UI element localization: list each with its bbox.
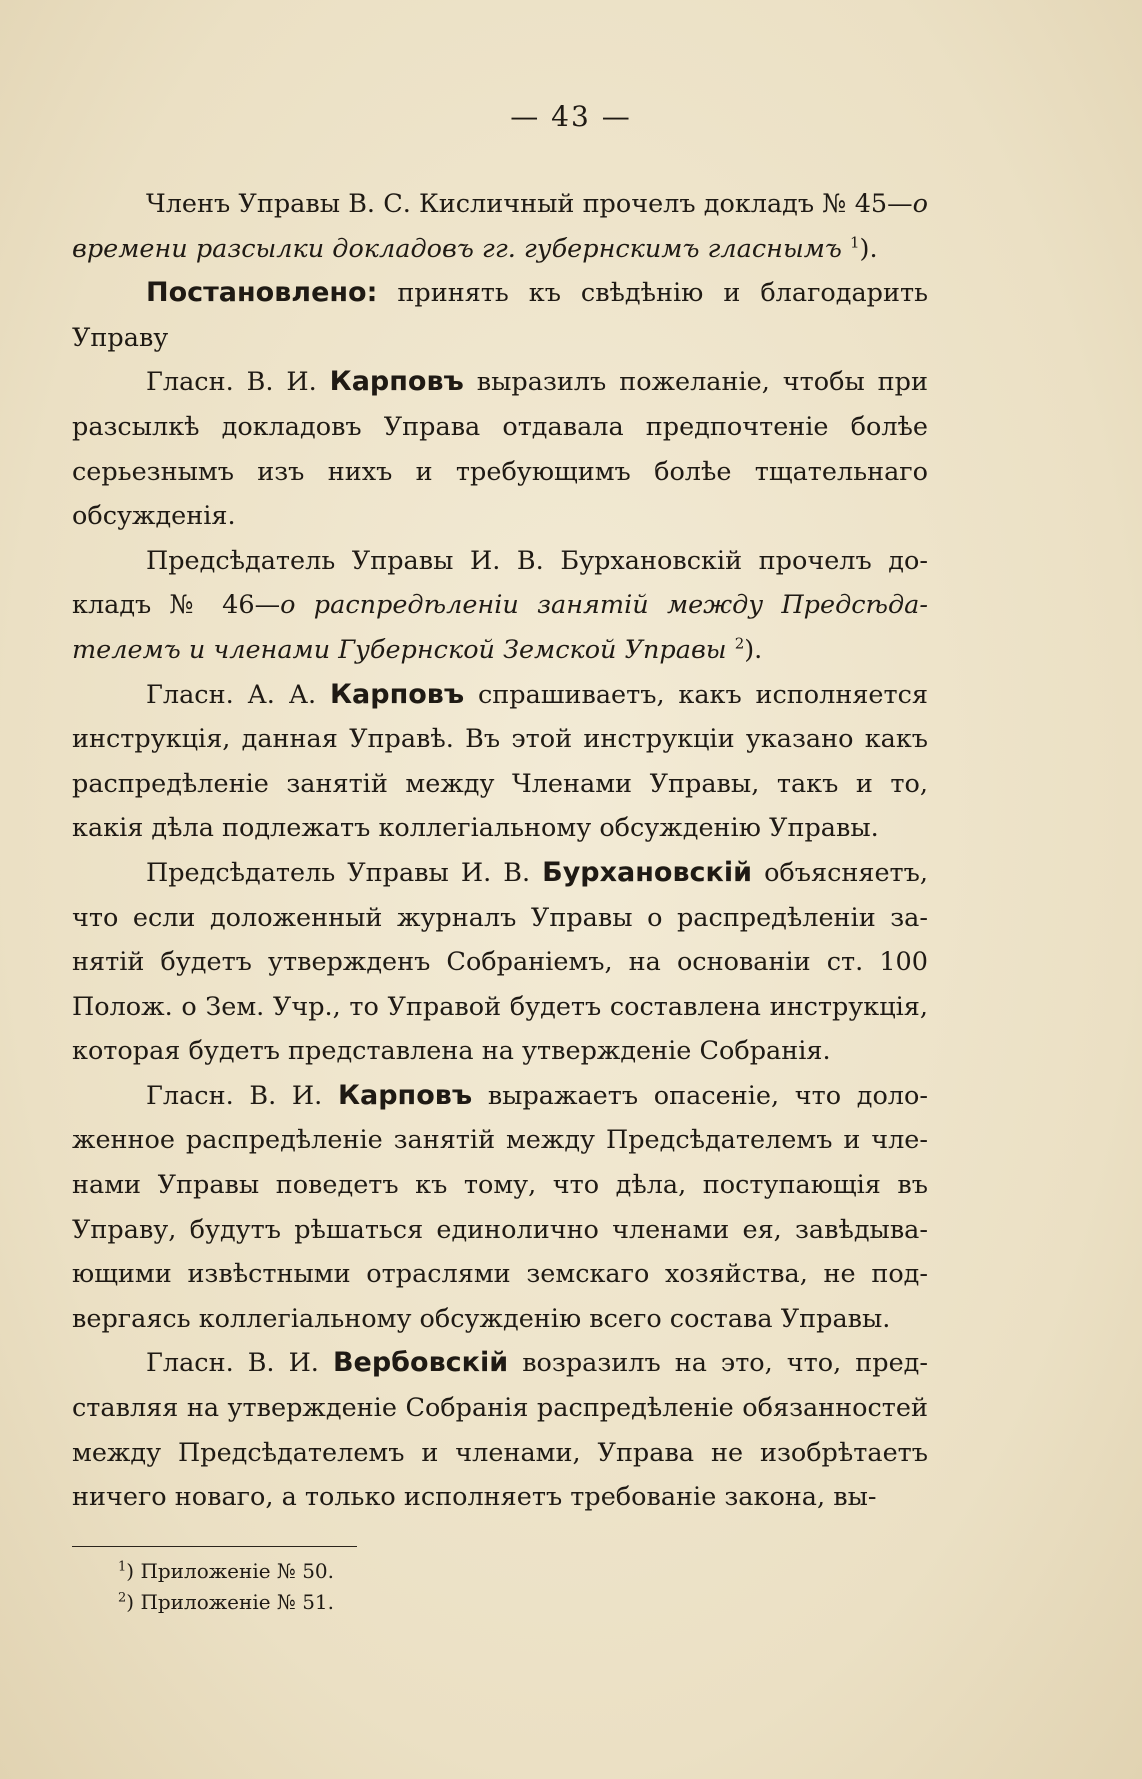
speaker-name: Карповъ bbox=[329, 366, 464, 398]
text-run: выражаетъ опасеніе, что доложенное распредѣленіе занятій между Предсѣдателемъ и членами Управы поведетъ къ тому, что дѣла, поступающія въ Управу, будутъ рѣшаться единолично членами ея, завѣдывающими извѣстными отраслями земскаго хозяйства, не подвергаясь коллегіальному обсужденію всего состава Управы. bbox=[72, 1080, 928, 1334]
footnote-divider bbox=[72, 1546, 357, 1547]
report-title-italic: о времени разсылки докладовъ гг. губернскимъ гласнымъ bbox=[72, 189, 928, 264]
paragraph-verbovsky-objection bbox=[72, 1341, 928, 1519]
speaker-name: Бурхановскій bbox=[542, 856, 753, 888]
text-run: объясняетъ, что если доложенный журналъ Управы о распредѣленіи занятій будетъ утвержденъ Собраніемъ, на основаніи ст. 100 Полож. о Зем. Учр., то Управой будетъ составлена инструкція, которая будетъ представлена на утвержденіе Собранія. bbox=[72, 857, 928, 1067]
footnotes bbox=[118, 1556, 618, 1618]
page-number: — 43 — bbox=[510, 100, 632, 133]
footnote-text: ) Приложеніе № 50. bbox=[126, 1559, 335, 1583]
text-run: спрашиваетъ, какъ исполняется инструкція, данная Управѣ. Въ этой инструкціи указано какъ распредѣленіе занятій между Членами Управы, такъ и то, какія дѣла подлежатъ коллегіальному обсужденію Управы. bbox=[72, 679, 928, 844]
resolution-label: Постановлено: bbox=[146, 277, 378, 309]
footnote-1 bbox=[118, 1556, 618, 1587]
main-text bbox=[72, 182, 928, 1520]
paragraph-karpov-question bbox=[72, 673, 928, 851]
footnote-ref-1: 1 bbox=[849, 233, 860, 252]
paragraph-resolution bbox=[72, 271, 928, 360]
footnote-ref-2: 2 bbox=[734, 634, 745, 653]
text-run: Предсѣдатель Управы И. В. bbox=[146, 857, 543, 888]
paragraph-karpov-wish bbox=[72, 360, 928, 538]
footnote-mark: 1 bbox=[118, 1559, 127, 1575]
paragraph-report-45: Членъ Управы В. С. Кисличный прочелъ докладъ № 45—о времени разсылки докладовъ гг. губернскимъ гласнымъ $^1$). bbox=[72, 189, 928, 264]
footnote-mark: 2 bbox=[118, 1590, 127, 1606]
text-run: принять къ свѣдѣнію и благодарить Управу bbox=[72, 278, 928, 353]
footnote-text: ) Приложеніе № 51. bbox=[126, 1590, 335, 1614]
text-run: Гласн. В. И. bbox=[146, 367, 330, 398]
text-run: Предсѣдатель Управы И. В. Бурхановскій прочелъ докладъ № 46— bbox=[72, 545, 928, 621]
paragraph-report-46 bbox=[72, 539, 928, 673]
text-run: выразилъ пожеланіе, чтобы при разсылкѣ докладовъ Управа отдавала предпочтеніе болѣе серьезнымъ изъ нихъ и требующимъ болѣе тщательнаго обсужденія. bbox=[72, 367, 928, 532]
speaker-name: Карповъ bbox=[329, 678, 465, 710]
paragraph-burkhanovsky-answer bbox=[72, 851, 928, 1074]
paragraph-karpov-concern bbox=[72, 1074, 928, 1342]
text-run: ). bbox=[744, 634, 763, 665]
report-title-italic: о распредѣленіи занятій между Предсѣдателемъ и членами Губернской Земской Управы bbox=[72, 590, 928, 665]
text-run: возразилъ на это, что, представляя на утвержденіе Собранія распредѣленіе обязанностей между Предсѣдателемъ и членами, Управа не изобрѣтаетъ ничего новаго, а только исполняетъ требованіе закона, вы- bbox=[72, 1348, 928, 1513]
text-run: Членъ Управы В. С. Кисличный прочелъ докладъ № 45— bbox=[146, 189, 913, 219]
text-run: Гласн. В. И. bbox=[146, 1080, 338, 1111]
text-run: Гласн. В. И. bbox=[146, 1348, 333, 1379]
speaker-name: Вербовскій bbox=[332, 1347, 509, 1379]
speaker-name: Карповъ bbox=[337, 1079, 473, 1111]
footnote-2 bbox=[118, 1587, 618, 1618]
text-run: Гласн. А. А. bbox=[146, 679, 330, 710]
text-run: . bbox=[869, 233, 878, 264]
